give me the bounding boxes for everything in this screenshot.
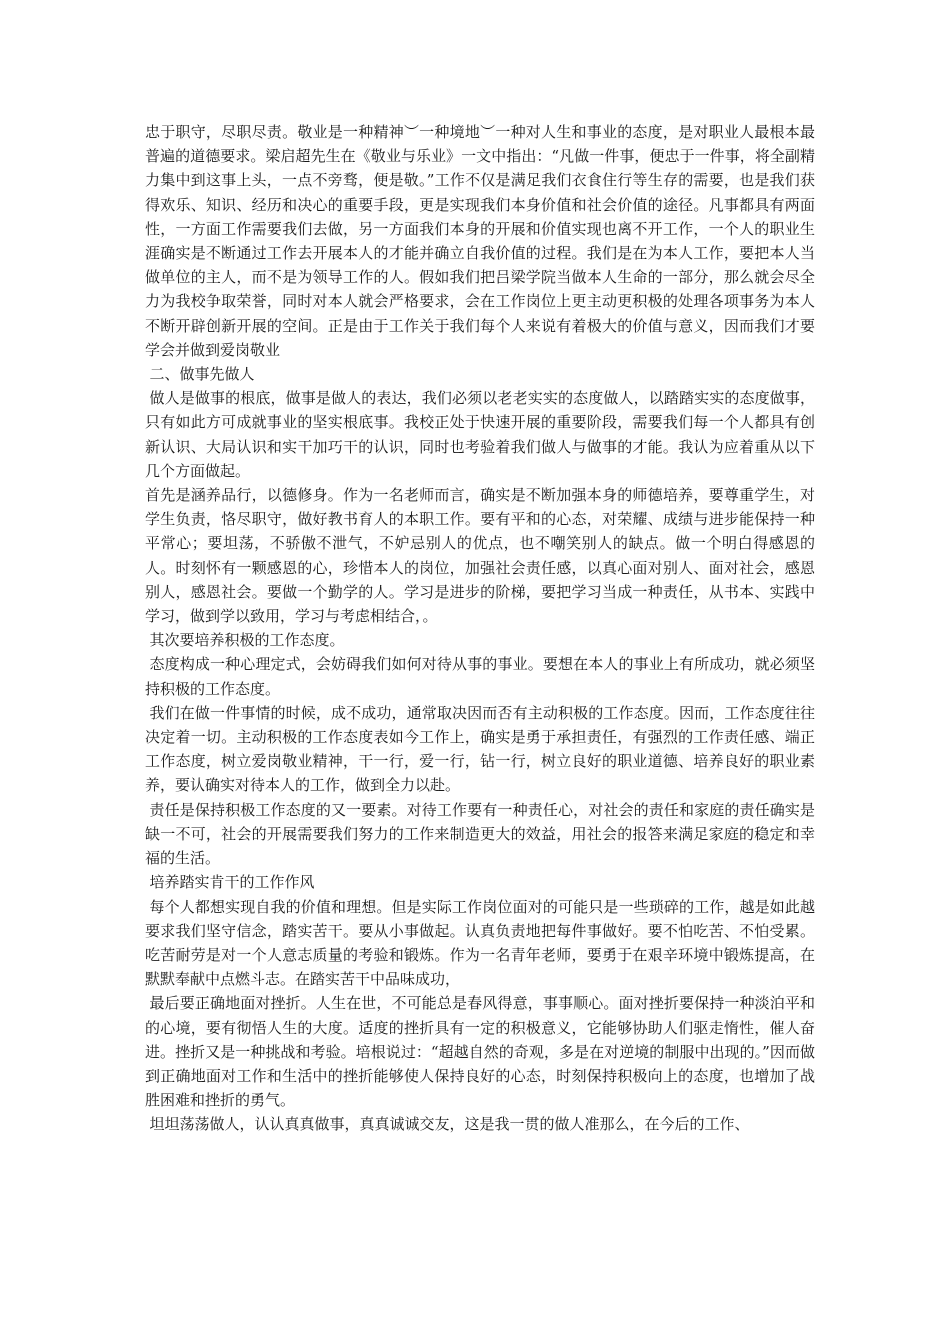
paragraph-cultivate-character: 首先是涵养品行，以德修身。作为一名老师而言，确实是不断加强本身的师德培养，要尊重学生，对学生负责，恪尽职守，做好教书育人的本职工作。要有平和的心态，对荣耀、成绩与进步能保持一种平常心；要坦荡，不骄傲不泄气，不妒忌别人的优点，也不嘲笑别人的缺点。做一个明白得感恩的人。时刻怀有一颗感恩的心，珍惜本人的岗位，加强社会责任感，以真心面对别人、面对社会，感恩别人，感恩社会。要做一个勤学的人。学习是进步的阶梯，要把学习当成一种责任，从书本、实践中学习，做到学以致用，学习与考虑相结合，。	[145, 486, 815, 626]
paragraph-responsibility: 责任是保持积极工作态度的又一要素。对待工作要有一种责任心，对社会的责任和家庭的责任确实是缺一不可，社会的开展需要我们努力的工作来制造更大的效益，用社会的报答来满足家庭的稳定和幸福的生活。	[145, 800, 815, 868]
subheading-hardworking-style: 培养踏实肯干的工作作风	[149, 873, 315, 892]
paragraph-loyalty: 忠于职守，尽职尽责。敬业是一种精神︶一种境地︶一种对人生和事业的态度，是对职业人最根本最普遍的道德要求。梁启超先生在《敬业与乐业》一文中指出：“凡做一件事，便忠于一件事，将全副精力集中到这事上头，一点不旁骛，便是敬。”工作不仅是满足我们衣食住行等生存的需要，也是我们获得欢乐、知识、经历和决心的重要手段，更是实现我们本身价值和社会价值的途径。凡事都具有两面性，一方面工作需要我们去做，另一方面我们本身的开展和价值实现也离不开工作，一个人的职业生涯确实是不断通过工作去开展本人的才能并确立自我价值的过程。我们是在为本人工作，要把本人当做单位的主人，而不是为领导工作的人。假如我们把吕梁学院当做本人生命的一部分，那么就会尽全力为我校争取荣誉，同时对本人就会严格要求，会在工作岗位上更主动更积极的处理各项事务为本人不断开辟创新开展的空间。正是由于工作关于我们每个人来说有着极大的价值与意义，因而我们才要学会并做到爱岗敬业	[145, 123, 815, 359]
document-body	[145, 120, 815, 1137]
paragraph-face-setbacks: 最后要正确地面对挫折。人生在世，不可能总是春风得意，事事顺心。面对挫折要保持一种淡泊平和的心境，要有彻悟人生的大度。适度的挫折具有一定的积极意义，它能够协助人们驱走惰性，催人奋进。挫折又是一种挑战和考验。培根说过：“超越自然的奇观，多是在对逆境的制服中出现的。”因而做到正确地面对工作和生活中的挫折能够使人保持良好的心态，时刻保持积极向上的态度，也增加了战胜困难和挫折的勇气。	[145, 994, 815, 1110]
subheading-positive-attitude: 其次要培养积极的工作态度。	[149, 631, 345, 650]
section-heading-be-person-first: 二、做事先做人	[149, 365, 255, 384]
paragraph-attitude-decides: 我们在做一件事情的时候，成不成功，通常取决因而否有主动积极的工作态度。因而，工作态度往往决定着一切。主动积极的工作态度表如今工作上，确实是勇于承担责任，有强烈的工作责任感、端正工作态度，树立爱岗敬业精神，干一行，爱一行，钻一行，树立良好的职业道德、培养良好的职业素养，要认确实对待本人的工作，做到全力以赴。	[145, 703, 815, 795]
paragraph-closing: 坦坦荡荡做人，认认真真做事，真真诚诚交友，这是我一贯的做人准那么，在今后的工作、	[149, 1115, 750, 1134]
paragraph-attitude-mindset: 态度构成一种心理定式，会妨碍我们如何对待从事的事业。要想在本人的事业上有所成功，就必须坚持积极的工作态度。	[145, 655, 815, 698]
paragraph-self-value: 每个人都想实现自我的价值和理想。但是实际工作岗位面对的可能只是一些琐碎的工作，越是如此越要求我们坚守信念，踏实苦干。要从小事做起。认真负责地把每件事做好。要不怕吃苦、不怕受累。吃苦耐劳是对一个人意志质量的考验和锻炼。作为一名青年老师，要勇于在艰辛环境中锻炼提高，在默默奉献中点燃斗志。在踏实苦干中品味成功，	[145, 897, 815, 989]
paragraph-foundation: 做人是做事的根底，做事是做人的表达，我们必须以老老实实的态度做人，以踏踏实实的态度做事，只有如此方可成就事业的坚实根底事。我校正处于快速开展的重要阶段，需要我们每一个人都具有创新认识、大局认识和实干加巧干的认识，同时也考验着我们做人与做事的才能。我认为应着重从以下几个方面做起。	[145, 389, 815, 480]
